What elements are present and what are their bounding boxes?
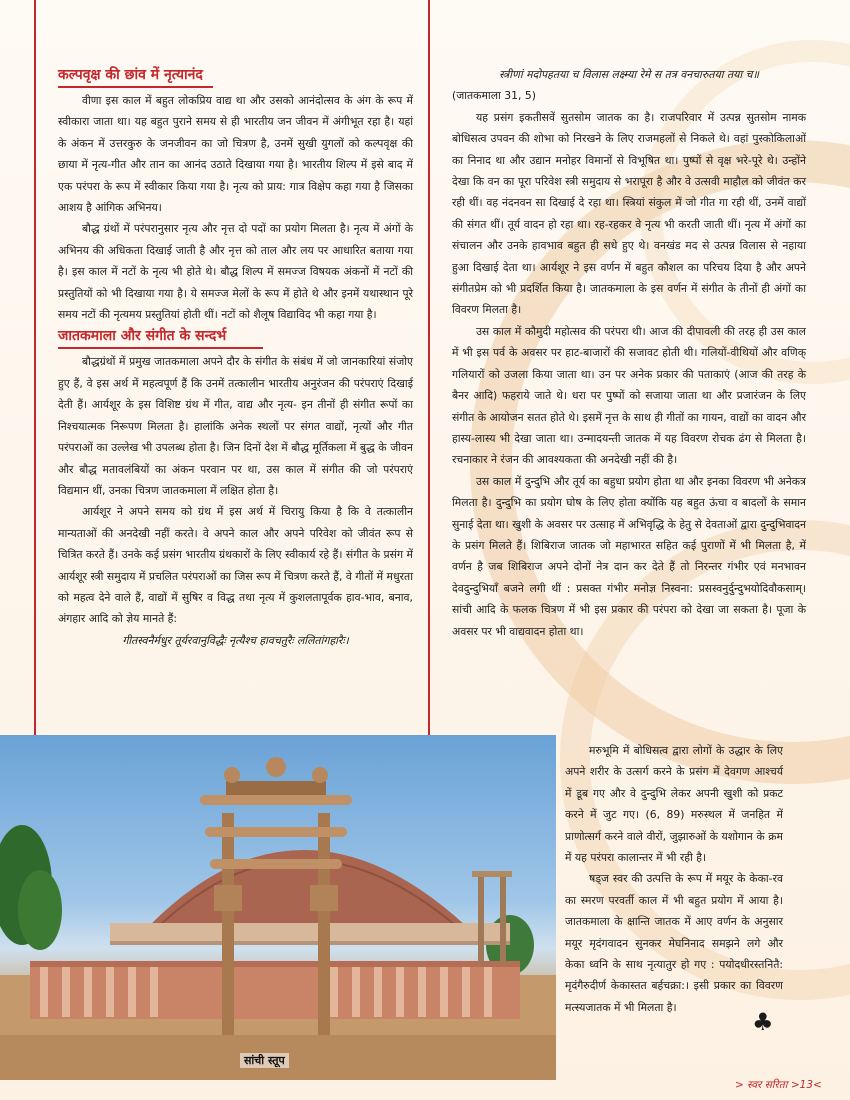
paragraph: वीणा इस काल में बहुत लोकप्रिय वाद्य था और उसको आनंदोत्सव के अंग के रूप में स्वीकारा जाता था। यह बहुत पुराने समय से ही भारतीय जन जीवन में अंगीभूत रहा है। यहां के अंकन में उत्तरकुरु के जनजीवन का जो चित्रण है, उनमें सुखी युगलों को कल्पवृक्ष की छाया में नृत्य-गीत और तान का आनंद उठाते दिखाया गया है। भारतीय शिल्प में इसे बाद में एक परंपरा के रूप में स्वीकार किया गया है। नृत्य को प्राय: गात्र विक्षेप कहा गया है जिसका आशय है आंगिक अभिनय। [58, 94, 413, 215]
paragraph: बौद्धग्रंथों में प्रमुख जातकमाला अपने दौर के संगीत के संबंध में जो जानकारियां संजोए हुए हैं, वे इस अर्थ में महत्वपूर्ण हैं कि उनमें तत्कालीन भारतीय अनुरंजन की परंपराएं दिखाई देती हैं। आर्यशूर के इस विशिष्ट ग्रंथ में गीत, वाद्य और नृत्य- इन तीनों ही संगीत रूपों का निश्चयात्मक निरूपण मिलता है। हालांकि अनेक स्थलों पर संगत वाद्यों, नृत्यों और गीत परंपराओं का उल्लेख भी उपलब्ध होता है। जिन दिनों देश में बौद्ध मूर्तिकला में बुद्ध के जीवन और बौद्ध मतावलंबियों का अंकन परवान पर था, उस काल में संगीत की जो परंपराएं विद्यमान थीं, उनका चित्रण जातकमाला में लक्षित होता है। [58, 355, 413, 497]
distant-gateway [478, 875, 484, 965]
distant-gateway [500, 875, 506, 965]
club-icon: ♣ [752, 1008, 774, 1036]
terrace-edge [110, 941, 510, 945]
left-column [58, 64, 413, 651]
section-heading-jatakamala: जातकमाला और संगीत के सन्दर्भ [58, 328, 227, 345]
page-footer: > स्वर सरिता >13< [735, 1079, 822, 1091]
paragraph: उस काल में दुन्दुभि और तूर्य का बहुधा प्रयोग होता था और इनका विवरण भी अनेकत्र मिलता है। दुन्दुभि का प्रयोग घोष के लिए होता क्योंकि यह बहुत ऊंचा व बादलों के समान सुनाई देता था। खुशी के अवसर पर उत्साह में अभिवृद्धि के हेतु से देवताओं द्वारा दुन्दुभिवादन के प्रसंग मिलते हैं। शिबिराज जातक जो महाभारत सहित कई पुराणों में भी मिलता है, में वर्णन है जब शिबिराज अपने दोनों नेत्र दान कर देते हैं तो निरन्तर गंभीर एवं मनभावन देवदुन्दुभियाँ बजने लगी थीं : प्रसक्त गंभीर मनोज्ञ निस्वना: प्रसस्वनुर्दुन्दुभयोदिवौकसाम्। सांची आदि के फलक चित्रण में भी इस प्रकार की परंपरा को देखा जा सकता है। पूजा के अवसर पर भी वाद्यवादन होता था। [452, 474, 806, 638]
distant-gateway [472, 871, 512, 877]
stupa-illustration [0, 735, 556, 1080]
right-column [452, 64, 806, 642]
heading-underline [58, 86, 213, 88]
sanchi-stupa-photo [0, 735, 556, 1080]
section-heading-kalpavriksha: कल्पवृक्ष की छांव में नृत्यानंद [58, 67, 203, 83]
right-column-lower [565, 740, 783, 1018]
paragraph: बौद्ध ग्रंथों में परंपरानुसार नृत्य और नृत्त दो पदों का प्रयोग मिलता है। नृत्य में अंगों के अभिनय की अधिकता दिखाई जाती है और नृत्त को ताल और लय पर आधारित बताया गया है। इस काल में नटों के नृत्य भी होते थे। बौद्ध शिल्प में समज्ज विषयक अंकनों में नटों की प्रस्तुतियों को भी दिखाया गया है। ये समज्ज मेलों के रूप में होते थे और इनमें यथास्थान पूरे समय नटों की नृत्यमय प्रस्तुतियां होती थीं। नटों को शैलूष विद्याविद भी कहा गया है। [58, 222, 413, 322]
sanskrit-verse: गीतस्वनैर्मधुर तूर्यरवानुविद्धैः नृत्यैश्च हावचतुरैः ललितांगहारैः। [122, 633, 349, 647]
photo-caption: सांची स्तूप [240, 1053, 289, 1068]
sanskrit-verse: स्त्रीणां मदोपहतया च विलास लक्ष्म्या रेमे स तत्र वनचारुतया तया च॥ [499, 68, 759, 81]
railing-top [30, 961, 520, 967]
center-column-rule [428, 0, 430, 735]
heading-underline [58, 347, 263, 349]
paragraph: यह प्रसंग इकतीसवें सुतसोम जातक का है। राजपरिवार में उत्पन्न सुतसोम नामक बोधिसत्व उपवन की शोभा को निरखने के लिए राजमहलों से निकले थे। वहां पुस्कोकिलाओं का निनाद था और उद्यान मनोहर विमानों से विभूषित था। पुष्पों से वृक्ष भरे-पूरे थे। उन्होंने देखा कि वन का पूरा परिवेश स्त्री समुदाय से भरापूरा है और वे उत्सवी माहौल को जीवंत कर रही थीं। वह नंदनवन सा दिखाई दे रहा था। स्त्रियां संकुल में जो गीत गा रही थीं, उनमें वाद्यों की संगत थीं। तूर्य वादन हो रहा था। रह-रहकर वे नृत्य भी करती जाती थीं। नृत्य में अंगों का संचालन और उनके हावभाव बहुत ही सधे हुए थे। वनखंड मद से उत्पन्न विलास से नहाया हुआ दिखाई देता था। आर्यशूर ने इस वर्णन में बहुत कौशल का परिचय दिया है और अपने संगीतप्रेम को भी प्रदर्शित किया है। जातकमाला के इस वर्णन में संगीत के तीनों ही अंगों का विवरण मिलता है। [452, 110, 806, 317]
paragraph: मरुभूमि में बोधिसत्व द्वारा लोगों के उद्धार के लिए अपने शरीर के उत्सर्ग करने के प्रसंग में देवगण आश्चर्य में डूब गए और वे दुन्दुभि लेकर अपनी खुशी को प्रकट करने में जुट गए। (6, 89) मरुस्थल में जनहित में प्राणोत्सर्ग करने वाले वीरों, जुझारुओं के यशोगान के क्रम में यह परंपरा कालान्तर में भी रही है। [565, 744, 783, 865]
left-column-rule [34, 0, 36, 735]
paragraph: आर्यशूर ने अपने समय को ग्रंथ में इस अर्थ में चिरायु किया है कि वे तत्कालीन मान्यताओं की अनदेखी नहीं करते। वे अपने काल और अपने परिवेश को जीवंत रूप से चित्रित करते हैं। उनके कई प्रसंग भारतीय ग्रंथकारों के लिए स्वीकार्य रहे हैं। संगीत के प्रसंग में आर्यशूर स्त्री समुदाय में प्रचलित परंपराओं का जिस रूप में चित्रण करते हैं, वे गीतों में मधुरता को महत्व देने वाले हैं, वाद्यों में सुषिर व विद्ध तथा नृत्य में कुशलतापूर्वक हाव-भाव, बनाव, अंगहार आदि को ज्ञेय मानते हैं: [58, 505, 413, 626]
verse-citation: (जातकमाला 31, 5) [452, 89, 536, 103]
paragraph: षड्ज स्वर की उत्पत्ति के रूप में मयूर के केका-रव का स्मरण परवर्ती काल में भी बहुत प्रयोग में आया है। जातकमाला के क्षान्ति जातक में आए वर्णन के अनुसार मयूर मृदंगवादन सुनकर मेघनिनाद समझने लगे और केका ध्वनि के साथ नृत्यातुर हो गए : पयोदधीरस्तनितै: मृदंगैरुदीर्ण केकास्तत बर्हचक्रा:। इसी प्रकार का विवरण मत्स्यजातक में भी मिलता है। [565, 872, 783, 1014]
tree-left [18, 870, 62, 950]
paragraph: उस काल में कौमुदी महोत्सव की परंपरा थी। आज की दीपावली की तरह ही उस काल में भी इस पर्व के अवसर पर हाट-बाजारों की सजावट होती थी। गलियों-वीथियों और वणिक् गलियारों को उजला किया जाता था। उन पर अनेक प्रकार की पताकाएं (आज की तरह के बैनर आदि) फहराये जाते थे। धरा पर पुष्पों को सजाया जाता था और प्रजारंजन के लिए संगीत के आयोजन सतत होते थे। इसमें नृत्त के साथ ही गीतों का गायन, वाद्यों का वादन और हास्य-लास्य भी देखा जाता था। उन्मादयन्ती जातक में यह विवरण रोचक ढंग से मिलता है। रचनाकार ने रंजन की आवश्यकता की अनदेखी नहीं की है। [452, 324, 806, 467]
